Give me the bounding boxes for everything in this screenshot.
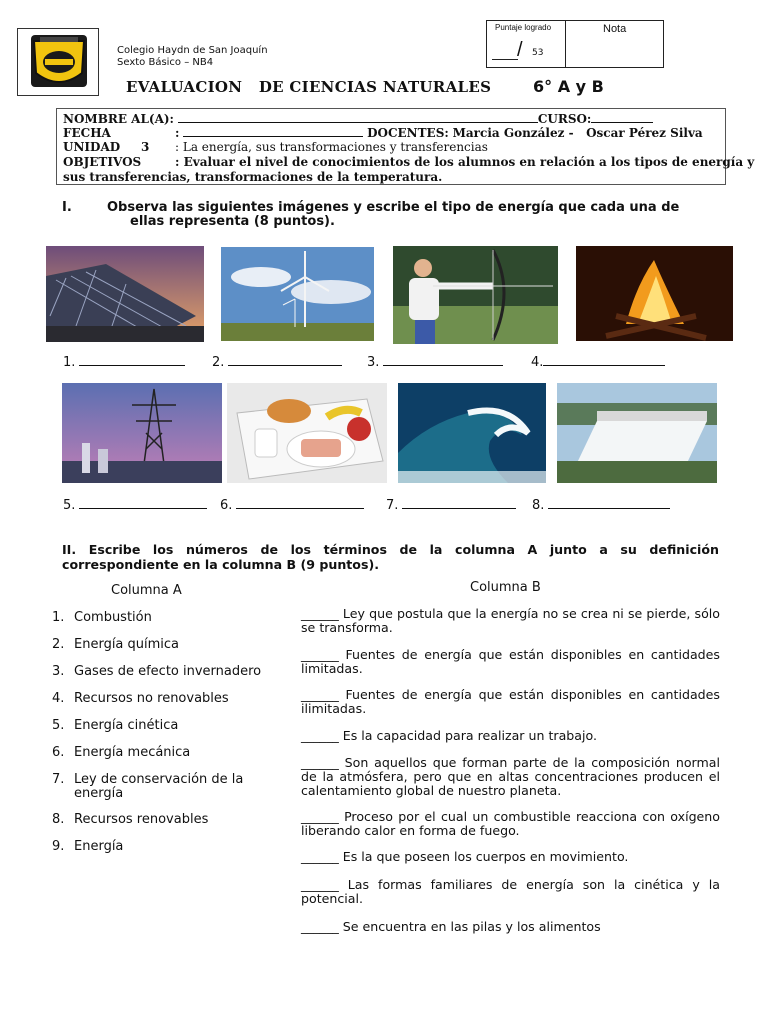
- nombre-label: NOMBRE AL(A):: [63, 112, 174, 126]
- section2-instructions-1: II. Escribe los números de los términos de la columna A junto a su definición: [62, 542, 719, 557]
- score-label: Puntaje logrado: [495, 23, 552, 32]
- dam-image: [557, 383, 717, 483]
- column-b-title: Columna B: [470, 580, 541, 595]
- school-logo: [18, 29, 98, 95]
- column-b-item-8[interactable]: ______ Las formas familiares de energía son la cinética y la potencial.: [301, 877, 720, 906]
- column-a-item-4: 4. Recursos no renovables: [52, 691, 229, 706]
- column-a-item-2: 2. Energía química: [52, 637, 180, 652]
- breakfast-image: [227, 383, 387, 483]
- solar-panels-image: [46, 246, 204, 342]
- school-line2: Sexto Básico – NB4: [117, 57, 214, 68]
- section1-instructions-1: Observa las siguientes imágenes y escribe el tipo de energía que cada una de: [107, 200, 680, 215]
- score-slash: /: [517, 39, 523, 61]
- page-title: EVALUACION DE CIENCIAS NATURALES: [126, 78, 492, 96]
- column-b-item-5[interactable]: ______ Son aquellos que forman parte de la composición normal de la atmósfera, pero que en altas concentraciones producen el calentamiento global de nuestro planeta.: [301, 755, 720, 798]
- column-a-item-3: 3. Gases de efecto invernadero: [52, 664, 262, 679]
- answer-2-number: 2.: [212, 355, 225, 370]
- column-a-item-7-cont: energía: [74, 786, 124, 801]
- curso-field[interactable]: [591, 111, 653, 123]
- unidad-value: : La energía, sus transformaciones y transferencias: [175, 140, 488, 154]
- answer-4[interactable]: [531, 353, 665, 370]
- fecha-label: FECHA: [63, 126, 111, 140]
- objetivos-value: : Evaluar el nivel de conocimientos de los alumnos en relación a los tipos de energía y: [175, 155, 755, 169]
- score-table: [486, 20, 664, 68]
- answer-3-number: 3.: [367, 355, 380, 370]
- archer-image: [393, 246, 558, 344]
- column-b-item-4[interactable]: ______ Es la capacidad para realizar un trabajo.: [301, 728, 597, 743]
- fecha-colon: :: [175, 126, 180, 140]
- unidad-label: UNIDAD 3: [63, 140, 150, 154]
- docentes-value: Marcia González - Oscar Pérez Silva: [452, 126, 703, 140]
- answer-1[interactable]: [63, 353, 185, 370]
- answer-6-number: 6.: [220, 498, 233, 513]
- section2-instructions-2: correspondiente en la columna B (9 puntos).: [62, 557, 379, 572]
- column-a-item-8: 8. Recursos renovables: [52, 812, 209, 827]
- column-b-item-6[interactable]: ______ Proceso por el cual un combustible reacciona con oxígeno liberando calor en forma de fuego.: [301, 809, 720, 838]
- campfire-image: [576, 246, 733, 341]
- answer-1-number: 1.: [63, 355, 76, 370]
- score-cell: [487, 21, 566, 67]
- objetivos-value-2: sus transferencias, transformaciones de la temperatura.: [63, 170, 443, 184]
- fecha-field[interactable]: [183, 125, 363, 137]
- answer-7[interactable]: [386, 496, 516, 513]
- answer-8[interactable]: [532, 496, 670, 513]
- answer-7-number: 7.: [386, 498, 399, 513]
- wind-turbines-image: [221, 247, 374, 341]
- answer-6[interactable]: [220, 496, 364, 513]
- answer-3[interactable]: [367, 353, 503, 370]
- class-grade: 6° A y B: [533, 77, 604, 96]
- score-blank[interactable]: [492, 59, 518, 60]
- column-a-item-5: 5. Energía cinética: [52, 718, 179, 733]
- score-total: 53: [532, 48, 544, 58]
- column-b-item-1[interactable]: ______ Ley que postula que la energía no se crea ni se pierde, sólo se transforma.: [301, 606, 720, 635]
- answer-4-number: 4.: [531, 355, 544, 370]
- section1-instructions-2: ellas representa (8 puntos).: [130, 214, 335, 229]
- column-b-item-2[interactable]: ______ Fuentes de energía que están disponibles en cantidades limitadas.: [301, 647, 720, 676]
- answer-5[interactable]: [63, 496, 207, 513]
- student-info-box: [56, 108, 755, 185]
- column-a-item-9: 9. Energía: [52, 839, 124, 854]
- answer-5-number: 5.: [63, 498, 76, 513]
- answer-2[interactable]: [212, 353, 342, 370]
- school-logo-frame: [17, 28, 99, 96]
- section1-numeral: I.: [62, 200, 72, 215]
- column-b-item-7[interactable]: ______ Es la que poseen los cuerpos en movimiento.: [301, 849, 629, 864]
- grade-label: Nota: [603, 23, 627, 35]
- answer-8-number: 8.: [532, 498, 545, 513]
- column-a-item-1: 1. Combustión: [52, 610, 152, 625]
- column-b-item-3[interactable]: ______ Fuentes de energía que están disponibles en cantidades ilimitadas.: [301, 687, 720, 716]
- column-a-item-7: 7. Ley de conservación de la: [52, 772, 244, 787]
- objetivos-label: OBJETIVOS: [63, 155, 142, 169]
- docentes-label: DOCENTES:: [367, 126, 449, 140]
- column-b-item-9[interactable]: ______ Se encuentra en las pilas y los alimentos: [301, 919, 601, 934]
- power-tower-image: [62, 383, 222, 483]
- school-line1: Colegio Haydn de San Joaquín: [117, 45, 268, 56]
- nombre-field[interactable]: [178, 111, 538, 123]
- curso-label: CURSO:: [537, 112, 592, 126]
- column-a-item-6: 6. Energía mecánica: [52, 745, 191, 760]
- column-a-title: Columna A: [111, 583, 182, 598]
- ocean-wave-image: [398, 383, 546, 483]
- school-name: [117, 45, 268, 69]
